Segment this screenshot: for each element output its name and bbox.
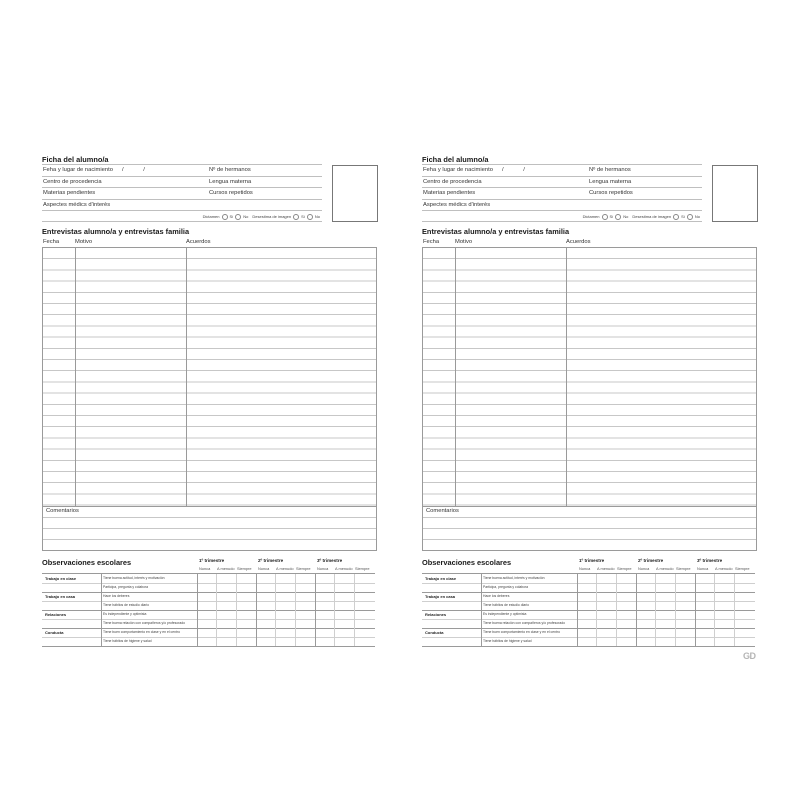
- cat-conducta: Conducta: [45, 630, 64, 635]
- trimester-1: 1º trimestre: [579, 558, 605, 563]
- item: Participa, pregunta y colabora: [483, 585, 529, 589]
- cat-conducta: Conducta: [425, 630, 444, 635]
- freq-nunca: Nunca: [697, 566, 709, 571]
- cat-trabajo-clase: Trabajo en clase: [425, 576, 457, 581]
- col-line: [315, 574, 316, 646]
- comentarios-label: Comentarios: [426, 508, 459, 514]
- col-line: [695, 574, 696, 646]
- image-no-radio[interactable]: [687, 214, 693, 220]
- image-no-label: No: [694, 214, 700, 219]
- ficha-grid: [42, 164, 322, 222]
- freq-siempre: Siempre: [676, 566, 691, 571]
- row-line: [42, 637, 375, 638]
- dictamen-yes-label: Sí: [609, 214, 614, 219]
- row-line: [422, 619, 755, 620]
- comentarios-box[interactable]: [422, 506, 757, 551]
- row-line: [422, 601, 755, 602]
- birth-slashes: / /: [122, 167, 154, 173]
- trimester-3: 3º trimestre: [697, 558, 723, 563]
- freq-nunca: Nunca: [638, 566, 650, 571]
- language-label: Lengua materna: [209, 178, 252, 185]
- col-line: [636, 574, 637, 646]
- ficha-row-birth[interactable]: [42, 164, 322, 176]
- dictamen-label: Dictamen: [202, 214, 220, 219]
- image-yes-label: Sí: [681, 214, 685, 219]
- comment-line: [43, 528, 376, 529]
- col-line: [236, 574, 237, 646]
- entrevistas-table[interactable]: [422, 247, 757, 507]
- cat-relaciones: Relaciones: [45, 612, 67, 617]
- row-line: [422, 628, 755, 629]
- comentarios-box[interactable]: [42, 506, 377, 551]
- item: Tiene hábitos de higiene y salud: [483, 639, 532, 643]
- trimester-1: 1º trimestre: [199, 558, 225, 563]
- col-motivo: Motivo: [455, 239, 473, 245]
- col-line: [334, 574, 335, 646]
- pending-label: Materias pendientes: [423, 190, 476, 196]
- image-no-radio[interactable]: [307, 214, 313, 220]
- image-yes-radio[interactable]: [293, 214, 299, 220]
- birth-label: Feha y lugar de nacimiento: [423, 167, 493, 173]
- freq-amenudo: A menudo: [597, 566, 615, 571]
- col-line: [481, 574, 482, 646]
- image-yes-radio[interactable]: [673, 214, 679, 220]
- comment-line: [43, 539, 376, 540]
- language-label: Lengua materna: [589, 178, 632, 185]
- col-line: [275, 574, 276, 646]
- col-line: [675, 574, 676, 646]
- origin-label: Centro de procedencia: [423, 178, 482, 185]
- row-line: [422, 610, 755, 611]
- row-line: [42, 601, 375, 602]
- dictamen-row: [422, 210, 702, 222]
- right-page: [422, 150, 758, 650]
- freq-amenudo: A menudo: [217, 566, 235, 571]
- row-line: [42, 610, 375, 611]
- item: Tiene buena relación con compañeros y/o profesorado: [103, 621, 186, 625]
- col-acuerdos: Acuerdos: [186, 239, 211, 245]
- ficha-row-birth[interactable]: [422, 164, 702, 176]
- item: Tiene buen comportamiento en clase y en el centro: [483, 630, 560, 634]
- trimester-2: 2º trimestre: [638, 558, 664, 563]
- image-yes-label: Sí: [301, 214, 305, 219]
- ficha-row-origin[interactable]: [422, 176, 702, 188]
- item: Tiene buena actitud, interés y motivación: [483, 576, 545, 580]
- col-divider: [186, 248, 187, 506]
- comment-line: [423, 539, 756, 540]
- row-line: [42, 619, 375, 620]
- comment-line: [423, 517, 756, 518]
- ficha-row-medical[interactable]: [422, 199, 702, 211]
- ficha-title: Ficha del alumno/a: [42, 155, 109, 164]
- freq-amenudo: A menudo: [276, 566, 294, 571]
- item: Tiene buen comportamiento en clase y en el centro: [103, 630, 180, 634]
- item: Tiene hábitos de higiene y salud: [103, 639, 152, 643]
- siblings-label: Nº de hermanos: [589, 167, 631, 173]
- col-line: [216, 574, 217, 646]
- cat-relaciones: Relaciones: [425, 612, 447, 617]
- dictamen-yes-radio[interactable]: [222, 214, 228, 220]
- dictamen-yes-label: Sí: [229, 214, 234, 219]
- freq-nunca: Nunca: [258, 566, 270, 571]
- col-divider: [566, 248, 567, 506]
- observaciones-title: Observaciones escolares: [42, 558, 132, 567]
- row-line: [42, 583, 375, 584]
- item: Participa, pregunta y colabora: [103, 585, 149, 589]
- row-line: [422, 592, 755, 593]
- entrevistas-table[interactable]: [42, 247, 377, 507]
- medical-label: Aspectes médics d'interès: [423, 201, 491, 208]
- col-line: [197, 574, 198, 646]
- dictamen-no-label: No: [623, 214, 629, 219]
- dictamen-no-label: No: [243, 214, 249, 219]
- comentarios-label: Comentarios: [46, 508, 79, 514]
- comment-line: [423, 528, 756, 529]
- observaciones-table[interactable]: [422, 573, 755, 647]
- ficha-row-origin[interactable]: [42, 176, 322, 188]
- col-line: [577, 574, 578, 646]
- trimester-3: 3º trimestre: [317, 558, 343, 563]
- dictamen-no-radio[interactable]: [235, 214, 241, 220]
- item: Es independiente y optimista: [103, 612, 147, 616]
- repeated-label: Cursos repetidos: [209, 190, 253, 196]
- cat-trabajo-casa: Trabajo en casa: [425, 594, 456, 599]
- birth-label: Feha y lugar de nacimiento: [43, 167, 113, 173]
- ficha-row-pending[interactable]: [42, 187, 322, 199]
- ficha-grid: [422, 164, 702, 222]
- birth-slashes: / /: [502, 167, 534, 173]
- cat-trabajo-clase: Trabajo en clase: [45, 576, 77, 581]
- freq-amenudo: A menudo: [656, 566, 674, 571]
- col-divider: [455, 248, 456, 506]
- item: Tiene buena relación con compañeros y/o profesorado: [483, 621, 566, 625]
- observaciones-table[interactable]: [42, 573, 375, 647]
- col-line: [714, 574, 715, 646]
- item: Hace los deberes: [103, 594, 130, 598]
- item: Tiene hábitos de estudio diario: [483, 603, 530, 607]
- ficha-title: Ficha del alumno/a: [422, 155, 489, 164]
- dictamen-row: [42, 210, 322, 222]
- pending-label: Materias pendientes: [43, 190, 96, 196]
- row-line: [42, 592, 375, 593]
- item: Hace los deberes: [483, 594, 510, 598]
- row-line: [42, 628, 375, 629]
- col-line: [295, 574, 296, 646]
- medical-label: Aspectes médics d'interès: [43, 201, 111, 208]
- col-line: [256, 574, 257, 646]
- freq-siempre: Siempre: [735, 566, 750, 571]
- entrevistas-title: Entrevistas alumno/a y entrevistas familia: [42, 227, 190, 236]
- freq-siempre: Siempre: [355, 566, 370, 571]
- col-line: [101, 574, 102, 646]
- dictamen-label: Dictamen: [582, 214, 600, 219]
- image-no-label: No: [314, 214, 320, 219]
- freq-siempre: Siempre: [296, 566, 311, 571]
- observaciones-title: Observaciones escolares: [422, 558, 512, 567]
- comment-line: [43, 517, 376, 518]
- dictamen-no-radio[interactable]: [615, 214, 621, 220]
- col-line: [354, 574, 355, 646]
- col-fecha: Fecha: [423, 239, 440, 245]
- freq-nunca: Nunca: [317, 566, 329, 571]
- col-motivo: Motivo: [75, 239, 93, 245]
- left-page: [42, 150, 378, 650]
- row-line: [422, 583, 755, 584]
- dictamen-yes-radio[interactable]: [602, 214, 608, 220]
- ficha-row-medical[interactable]: [42, 199, 322, 211]
- freq-amenudo: A menudo: [715, 566, 733, 571]
- entrevistas-title: Entrevistas alumno/a y entrevistas familia: [422, 227, 570, 236]
- image-label: Desestima de imagen: [632, 214, 672, 219]
- freq-siempre: Siempre: [617, 566, 632, 571]
- freq-amenudo: A menudo: [335, 566, 353, 571]
- trimester-2: 2º trimestre: [258, 558, 284, 563]
- item: Tiene hábitos de estudio diario: [103, 603, 150, 607]
- col-line: [655, 574, 656, 646]
- cat-trabajo-casa: Trabajo en casa: [45, 594, 76, 599]
- brand-logo: GD: [743, 651, 756, 661]
- col-line: [616, 574, 617, 646]
- photo-box[interactable]: [712, 165, 758, 222]
- col-divider: [75, 248, 76, 506]
- image-label: Desestima de imagen: [252, 214, 292, 219]
- col-line: [596, 574, 597, 646]
- freq-nunca: Nunca: [199, 566, 211, 571]
- col-line: [734, 574, 735, 646]
- freq-siempre: Siempre: [237, 566, 252, 571]
- ficha-row-pending[interactable]: [422, 187, 702, 199]
- col-fecha: Fecha: [43, 239, 60, 245]
- photo-box[interactable]: [332, 165, 378, 222]
- row-line: [422, 637, 755, 638]
- item: Tiene buena actitud, interés y motivación: [103, 576, 165, 580]
- origin-label: Centro de procedencia: [43, 178, 102, 185]
- item: Es independiente y optimista: [483, 612, 527, 616]
- freq-nunca: Nunca: [579, 566, 591, 571]
- siblings-label: Nº de hermanos: [209, 167, 251, 173]
- col-acuerdos: Acuerdos: [566, 239, 591, 245]
- repeated-label: Cursos repetidos: [589, 190, 633, 196]
